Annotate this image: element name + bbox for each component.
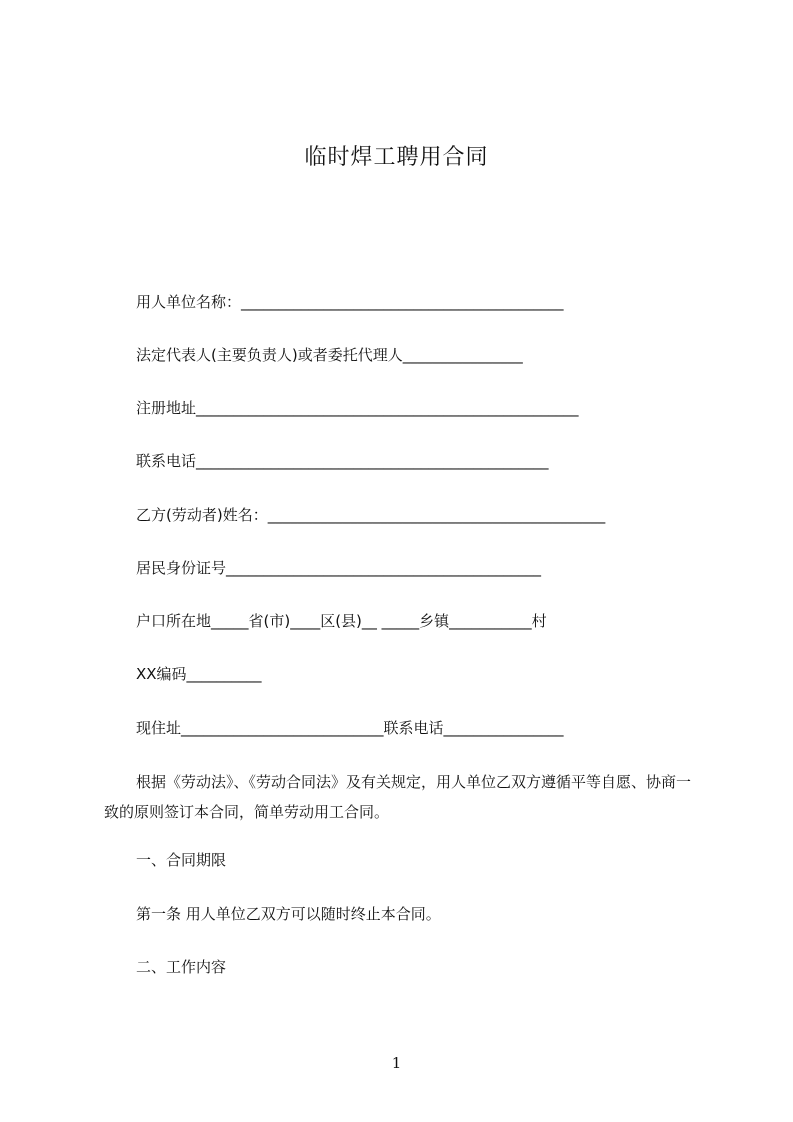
- section-2-heading: 二、工作内容: [136, 958, 227, 976]
- preamble-paragraph: 根据《劳动法》、《劳动合同法》及有关规定，用人单位乙双方遵循平等自愿、协商一致的原则签订本合同，简单劳动用工合同。: [104, 773, 692, 821]
- document-title: 临时焊工聘用合同: [304, 145, 489, 170]
- field-current-address: 现住址___________________________联系电话________________: [136, 719, 564, 737]
- field-household-registration: 户口所在地_____省(市)____区(县)__ _____乡镇___________村: [136, 612, 547, 630]
- page-number: 1: [391, 1054, 402, 1072]
- field-worker-name: 乙方(劳动者)姓名：_____________________________________________: [136, 506, 606, 524]
- section-1-heading: 一、合同期限: [136, 851, 227, 869]
- field-employer-name: 用人单位名称：___________________________________________: [136, 293, 564, 311]
- field-id-number: 居民身份证号__________________________________________: [136, 559, 542, 577]
- field-legal-representative: 法定代表人(主要负责人)或者委托代理人________________: [136, 346, 523, 364]
- field-postal-code: XX编码__________: [136, 665, 262, 683]
- field-registered-address: 注册地址___________________________________________________: [136, 399, 579, 417]
- field-contact-phone: 联系电话_______________________________________________: [136, 452, 549, 470]
- article-1: 第一条 用人单位乙双方可以随时终止本合同。: [136, 905, 441, 923]
